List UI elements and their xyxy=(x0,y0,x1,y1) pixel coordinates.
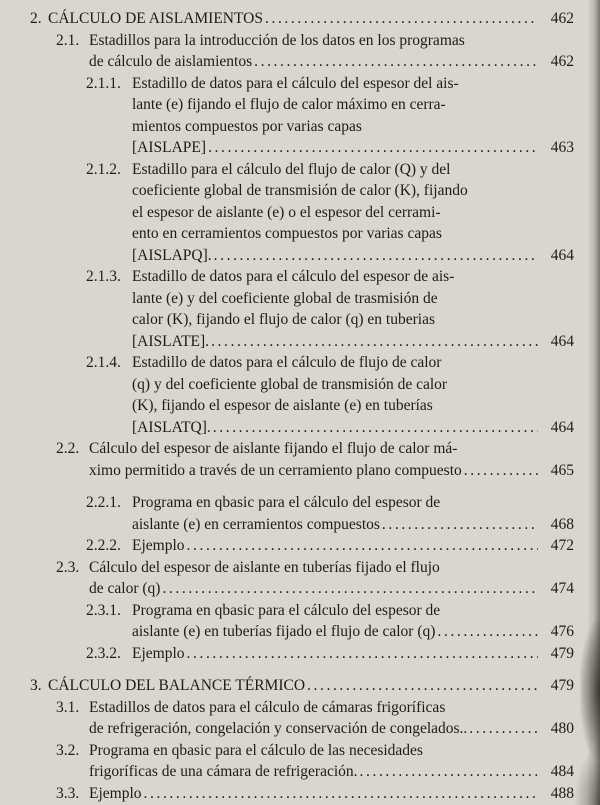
toc-line xyxy=(48,675,574,697)
entry-text xyxy=(89,740,574,783)
page-number: 484 xyxy=(550,763,574,780)
entry-number: 3.2. xyxy=(56,741,80,759)
dot-leader xyxy=(144,783,538,805)
toc-line: Estadillos de datos para el cálculo de cámaras frigoríficas xyxy=(89,698,446,716)
toc-line: Estadillo para el cálculo del flujo de calor (Q) y del xyxy=(132,160,451,178)
toc-line: lante (e) y del coeficiente global de trasmisión de xyxy=(132,289,438,307)
toc-line: (K), fijando el espesor de aislante (e) en tuberías xyxy=(132,397,433,414)
dot-leader xyxy=(265,8,538,30)
entry-text xyxy=(132,492,574,535)
entry-text xyxy=(89,783,574,805)
page-number: 468 xyxy=(550,515,574,533)
toc-entry xyxy=(56,438,574,481)
dot-leader xyxy=(214,245,538,267)
toc-entry xyxy=(56,783,574,805)
toc-line-text: de calor (q) xyxy=(89,580,161,597)
toc-line xyxy=(89,718,574,740)
entry-text xyxy=(132,643,574,665)
toc-line xyxy=(89,460,574,482)
entry-number: 2.2.2. xyxy=(86,537,121,554)
toc-line: Estadillo de datos para el cálculo del espesor del ais- xyxy=(132,74,459,92)
page-number: 462 xyxy=(550,10,574,27)
toc-line-text: de cálculo de aislamientos xyxy=(89,53,253,70)
dot-leader xyxy=(437,621,538,643)
toc-entry xyxy=(56,30,574,73)
toc-line: ento en cerramientos compuestos por varias capas xyxy=(132,225,442,242)
entry-number: 2.3. xyxy=(56,558,80,576)
toc-entry xyxy=(86,492,574,535)
toc-line xyxy=(132,137,574,159)
entry-text xyxy=(48,675,574,697)
toc-line xyxy=(132,417,574,439)
toc-entry xyxy=(86,352,574,438)
toc-entry xyxy=(30,8,574,30)
entry-number: 2.1.3. xyxy=(86,268,121,285)
toc-line: Cálculo del espesor de aislante fijando el flujo de calor má- xyxy=(89,440,458,457)
toc-line xyxy=(89,761,574,783)
toc-line xyxy=(89,51,574,73)
toc-entry xyxy=(30,675,574,697)
toc-line: (q) y del coeficiente global de transmisión de calor xyxy=(132,375,448,393)
toc-line xyxy=(132,331,574,353)
toc-entry xyxy=(86,159,574,267)
toc-line-text: [AISLATE]. xyxy=(132,332,210,350)
page-number: 464 xyxy=(550,418,574,436)
entry-number: 2.1.4. xyxy=(86,354,121,371)
dot-leader xyxy=(187,535,538,557)
toc-entry xyxy=(86,643,574,665)
toc-line xyxy=(48,8,574,30)
toc-entry xyxy=(86,73,574,159)
dot-leader xyxy=(211,331,538,353)
toc-entry xyxy=(86,600,574,643)
toc-line-text: aislante (e) en tuberías fijado el flujo de calor (q) xyxy=(132,623,436,640)
toc-line: Estadillo de datos para el cálculo de flujo de calor xyxy=(132,354,442,371)
page-number: 479 xyxy=(550,677,574,694)
entry-text xyxy=(132,73,574,159)
toc-line xyxy=(132,245,574,267)
entry-number: 2. xyxy=(30,10,42,27)
toc-line-text: frigoríficas de una cámara de refrigeración. xyxy=(89,763,358,780)
toc-entry xyxy=(86,535,574,557)
toc-line xyxy=(132,621,574,643)
entry-text xyxy=(89,697,574,740)
entry-number: 3.1. xyxy=(56,698,80,716)
toc-line: coeficiente global de transmisión de calor (K), fijando xyxy=(132,182,468,199)
toc-line-text: [AISLAPQ]. xyxy=(132,246,212,264)
entry-number: 2.3.1. xyxy=(86,601,121,619)
page-number: 479 xyxy=(550,644,574,662)
entry-text xyxy=(89,30,574,73)
page-number: 462 xyxy=(550,53,574,70)
toc-line-text: [AISLATQ]. xyxy=(132,418,211,436)
page-number: 474 xyxy=(550,580,574,597)
toc-line: Programa en qbasic para el cálculo del espesor de xyxy=(132,601,441,619)
toc-line: calor (K), fijando el flujo de calor (q) en tuberias xyxy=(132,311,435,328)
entry-text xyxy=(132,600,574,643)
page-number: 463 xyxy=(550,139,574,156)
page-number: 464 xyxy=(550,246,574,264)
toc-line-text: CÁLCULO DE AISLAMIENTOS xyxy=(48,10,263,27)
toc-line-text: aislante (e) en cerramientos compuestos xyxy=(132,515,380,533)
toc-line: Cálculo del espesor de aislante en tuberías fijado el flujo xyxy=(89,558,440,576)
entry-text xyxy=(89,438,574,481)
toc-line: lante (e) fijando el flujo de calor máximo en cerra- xyxy=(132,96,446,113)
toc-line xyxy=(132,514,574,536)
entry-number: 2.3.2. xyxy=(86,644,121,662)
entry-number: 2.2.1. xyxy=(86,494,121,511)
toc-line-text: Ejemplo xyxy=(132,537,185,554)
entry-number: 2.1.1. xyxy=(86,74,121,92)
toc-entry xyxy=(56,557,574,600)
dot-leader xyxy=(254,51,538,73)
entry-number: 3. xyxy=(30,677,42,694)
entry-text xyxy=(132,159,574,267)
toc-line: Estadillo de datos para el cálculo del espesor de ais- xyxy=(132,268,455,285)
dot-leader xyxy=(213,417,538,439)
toc-line-text: de refrigeración, congelación y conservación de congelados.. xyxy=(89,720,468,737)
dot-leader xyxy=(162,578,538,600)
page-number: 472 xyxy=(550,537,574,554)
dot-leader xyxy=(307,675,538,697)
toc-line: mientos compuestos por varias capas xyxy=(132,117,362,135)
toc-line: Programa en qbasic para el cálculo de las necesidades xyxy=(89,741,423,759)
toc-list xyxy=(30,8,574,804)
entry-number: 2.1.2. xyxy=(86,160,121,178)
dot-leader xyxy=(208,137,538,159)
entry-text xyxy=(48,8,574,30)
entry-text xyxy=(132,535,574,557)
entry-text xyxy=(132,266,574,352)
toc-line-text: ximo permitido a través de un cerramiento plano compuesto xyxy=(89,461,462,479)
entry-number: 2.2. xyxy=(56,440,80,457)
page-number: 464 xyxy=(550,332,574,350)
toc-line: Estadillos para la introducción de los datos en los programas xyxy=(89,31,465,49)
dot-leader xyxy=(464,460,538,482)
toc-line xyxy=(132,535,574,557)
dot-leader xyxy=(360,761,538,783)
toc-line-text: CÁLCULO DEL BALANCE TÉRMICO xyxy=(48,677,306,694)
toc-entry xyxy=(56,740,574,783)
dot-leader xyxy=(187,643,538,665)
page-number: 476 xyxy=(550,623,574,640)
toc-line xyxy=(89,783,574,805)
page-number: 488 xyxy=(550,784,574,802)
entry-number: 3.3. xyxy=(56,784,80,802)
toc-entry xyxy=(86,266,574,352)
page-number: 465 xyxy=(550,461,574,479)
page-number: 480 xyxy=(550,720,574,737)
toc-line xyxy=(89,578,574,600)
toc-line: Programa en qbasic para el cálculo del espesor de xyxy=(132,494,441,511)
toc-line-text: [AISLAPE] xyxy=(132,139,207,156)
dot-leader xyxy=(382,514,538,536)
entry-text xyxy=(89,557,574,600)
toc-entry xyxy=(56,697,574,740)
toc-line-text: Ejemplo xyxy=(89,784,142,802)
entry-number: 2.1. xyxy=(56,31,80,49)
dot-leader xyxy=(469,718,538,740)
entry-text xyxy=(132,352,574,438)
toc-line xyxy=(132,643,574,665)
toc-line: el espesor de aislante (e) o el espesor del cerrami- xyxy=(132,203,441,221)
toc-line-text: Ejemplo xyxy=(132,644,185,662)
